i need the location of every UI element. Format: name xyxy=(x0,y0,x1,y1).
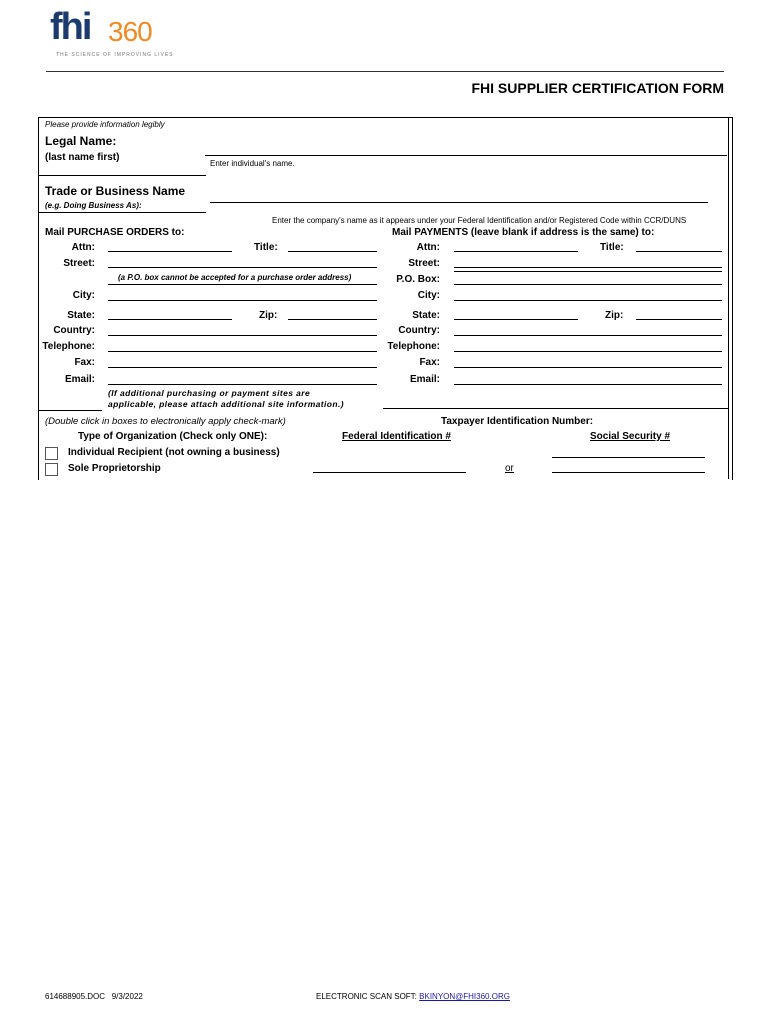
po-email-label: Email: xyxy=(64,374,95,385)
scan-soft-email-link[interactable]: BKINYON@FHI360.ORG xyxy=(419,992,510,1001)
sole-proprietorship-checkbox[interactable] xyxy=(45,463,58,476)
po-email-field[interactable] xyxy=(108,384,377,385)
instructions-text: Please provide information legibly xyxy=(45,120,165,129)
pay-country-label: Country: xyxy=(398,325,440,336)
fhi360-logo xyxy=(50,6,190,62)
po-box-note: (a P.O. box cannot be accepted for a purchase order address) xyxy=(118,273,352,282)
po-state-label: State: xyxy=(67,310,95,321)
po-fax-field[interactable] xyxy=(108,367,377,368)
trade-name-underline xyxy=(38,212,206,213)
logo-fhi: fhi xyxy=(50,6,91,48)
po-title-label: Title: xyxy=(254,242,278,253)
po-attn-label: Attn: xyxy=(71,242,95,253)
po-zip-field[interactable] xyxy=(288,319,377,320)
ssn-field-1[interactable] xyxy=(552,457,705,458)
pay-attn-field[interactable] xyxy=(454,251,578,252)
po-country-field[interactable] xyxy=(108,335,377,336)
or-text: or xyxy=(505,463,514,474)
pay-title-label: Title: xyxy=(600,242,624,253)
po-street-field[interactable] xyxy=(108,267,377,268)
pay-state-field[interactable] xyxy=(454,319,578,320)
legal-name-hint: Enter individual's name. xyxy=(210,159,295,168)
po-city-label: City: xyxy=(72,290,95,301)
trade-name-label: Trade or Business Name xyxy=(45,184,186,198)
pay-attn-label: Attn: xyxy=(416,242,440,253)
header-divider xyxy=(46,71,724,72)
po-fax-label: Fax: xyxy=(74,357,95,368)
federal-id-heading: Federal Identification # xyxy=(342,431,451,442)
pay-pobox-field[interactable] xyxy=(454,284,722,285)
pay-street-field-2[interactable] xyxy=(454,271,722,272)
legal-name-sublabel: (last name first) xyxy=(45,152,120,163)
pay-state-label: State: xyxy=(412,310,440,321)
pay-zip-label: Zip: xyxy=(605,310,624,321)
organization-type-label: Type of Organization (Check only ONE): xyxy=(78,431,268,442)
payments-heading: Mail PAYMENTS (leave blank if address is the same) to: xyxy=(392,227,655,238)
additional-sites-left-line xyxy=(38,410,102,411)
individual-recipient-checkbox[interactable] xyxy=(45,447,58,460)
logo-tagline: THE SCIENCE OF IMPROVING LIVES xyxy=(56,52,174,58)
legal-name-field[interactable] xyxy=(205,155,727,156)
federal-id-field[interactable] xyxy=(313,472,466,473)
trade-name-sublabel: (e.g. Doing Business As): xyxy=(45,201,142,210)
trade-name-hint: Enter the company's name as it appears under your Federal Identification and/or Registered Code within CCR/DUNS xyxy=(272,216,687,225)
pay-telephone-field[interactable] xyxy=(454,351,722,352)
document-id: 614688905.DOC 9/3/2022 xyxy=(45,992,143,1001)
form-frame-inner-right xyxy=(728,117,729,479)
pay-zip-field[interactable] xyxy=(636,319,722,320)
scan-soft-label: ELECTRONIC SCAN SOFT: xyxy=(316,992,417,1001)
po-country-label: Country: xyxy=(53,325,95,336)
po-street-label: Street: xyxy=(63,258,95,269)
pay-country-field[interactable] xyxy=(454,335,722,336)
taxpayer-heading: Taxpayer Identification Number: xyxy=(441,416,594,427)
scan-soft-line xyxy=(316,992,510,1001)
pay-title-field[interactable] xyxy=(636,251,722,252)
po-title-field[interactable] xyxy=(288,251,377,252)
ssn-heading: Social Security # xyxy=(590,431,671,442)
section-divider xyxy=(38,175,206,176)
purchase-orders-heading: Mail PURCHASE ORDERS to: xyxy=(45,227,185,238)
individual-recipient-label: Individual Recipient (not owning a business) xyxy=(68,447,280,458)
pay-email-label: Email: xyxy=(409,374,440,385)
pay-city-field[interactable] xyxy=(454,300,722,301)
logo-360: 360 xyxy=(108,16,152,47)
sole-proprietorship-label: Sole Proprietorship xyxy=(68,463,161,474)
po-state-field[interactable] xyxy=(108,319,232,320)
double-click-note: (Double click in boxes to electronically apply check-mark) xyxy=(45,416,286,427)
po-attn-field[interactable] xyxy=(108,251,232,252)
pay-fax-field[interactable] xyxy=(454,367,722,368)
po-zip-label: Zip: xyxy=(259,310,278,321)
pay-telephone-label: Telephone: xyxy=(387,341,440,352)
ssn-field-2[interactable] xyxy=(552,472,705,473)
trade-name-field[interactable] xyxy=(210,202,708,203)
po-telephone-field[interactable] xyxy=(108,351,377,352)
pay-email-field[interactable] xyxy=(454,384,722,385)
pay-street-field[interactable] xyxy=(454,267,722,268)
po-city-field[interactable] xyxy=(108,300,377,301)
additional-sites-note-1: (If additional purchasing or payment sites are xyxy=(108,388,311,398)
po-street-field-2[interactable] xyxy=(108,284,377,285)
pay-pobox-label: P.O. Box: xyxy=(396,274,440,285)
pay-fax-label: Fax: xyxy=(419,357,440,368)
additional-sites-note-2: applicable, please attach additional site information.) xyxy=(108,399,344,409)
form-title: FHI SUPPLIER CERTIFICATION FORM xyxy=(471,80,724,96)
pay-city-label: City: xyxy=(417,290,440,301)
legal-name-label: Legal Name: xyxy=(45,134,117,148)
pay-street-label: Street: xyxy=(408,258,440,269)
additional-sites-right-line xyxy=(383,408,728,409)
po-telephone-label: Telephone: xyxy=(42,341,95,352)
